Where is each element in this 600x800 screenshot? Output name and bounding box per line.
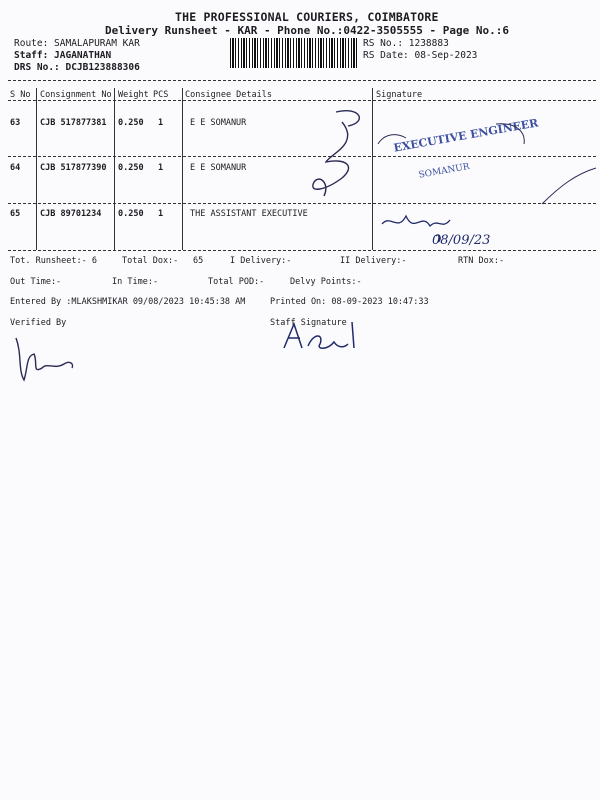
staff-signature-label: Staff Signature — [270, 318, 347, 328]
official-stamp — [376, 104, 546, 186]
col-consignee: Consignee Details — [185, 90, 272, 100]
total-pod: Total POD:- — [208, 277, 265, 287]
pen-stroke-margin — [540, 166, 598, 206]
row-consignee: E E SOMANUR — [190, 163, 247, 173]
printed-on: Printed On: 08-09-2023 10:47:33 — [270, 297, 429, 307]
rs-date: RS Date: 08-Sep-2023 — [363, 50, 478, 61]
row-pcs: 1 — [158, 163, 164, 173]
col-consignment: Consignment No — [40, 90, 112, 100]
row-weight: 0.250 — [118, 118, 144, 128]
header-rule — [8, 100, 596, 101]
handwritten-date: 08/09/23 — [432, 233, 491, 248]
table-bottom-rule — [8, 250, 596, 251]
col-divider — [182, 88, 183, 250]
route-label: Route: SAMALAPURAM KAR — [14, 38, 140, 49]
col-weight: Weight — [118, 90, 149, 100]
row-pcs: 1 — [158, 118, 164, 128]
out-time: Out Time:- — [10, 277, 62, 287]
row-sno: 63 — [10, 118, 21, 128]
ii-delivery: II Delivery:- — [340, 256, 407, 266]
staff-signature — [278, 318, 368, 364]
row-weight: 0.250 — [118, 163, 144, 173]
in-time: In Time:- — [112, 277, 159, 287]
verified-by-label: Verified By — [10, 318, 67, 328]
i-delivery: I Delivery:- — [230, 256, 292, 266]
delvy-points: Delvy Points:- — [290, 277, 362, 287]
col-pcs: PCS — [153, 90, 169, 100]
delivery-signature — [380, 206, 500, 252]
drs-number: DRS No.: DCJB123888306 — [14, 62, 140, 73]
rtn-dox: RTN Dox:- — [458, 256, 505, 266]
col-divider — [36, 88, 37, 250]
entered-by: Entered By :MLAKSHMIKAR 09/08/2023 10:45:38 AM — [10, 297, 246, 307]
verifier-signature — [8, 334, 78, 384]
row-sno: 64 — [10, 163, 21, 173]
row-consignment: CJB 89701234 — [40, 209, 102, 219]
barcode — [230, 38, 358, 68]
stamp-text-1: EXECUTIVE ENGINEER — [392, 116, 540, 155]
col-signature: Signature — [376, 90, 423, 100]
row-consignee: THE ASSISTANT EXECUTIVE — [190, 209, 308, 219]
pen-scribble — [290, 104, 380, 204]
col-sno: S No — [10, 90, 31, 100]
row-consignment: CJB 517877390 — [40, 163, 107, 173]
table-top-rule — [8, 80, 596, 81]
rs-number: RS No.: 1238883 — [363, 38, 449, 49]
row-sno: 65 — [10, 209, 21, 219]
total-dox-value: 65 — [193, 256, 204, 266]
col-divider — [114, 88, 115, 250]
staff-label: Staff: JAGANATHAN — [14, 50, 112, 61]
row-consignee: E E SOMANUR — [190, 118, 247, 128]
row-pcs: 1 — [158, 209, 164, 219]
tot-runsheet: Tot. Runsheet:- 6 — [10, 256, 97, 266]
company-name: THE PROFESSIONAL COURIERS, COIMBATORE — [175, 10, 439, 24]
total-dox-label: Total Dox:- — [122, 256, 179, 266]
runsheet-subtitle: Delivery Runsheet - KAR - Phone No.:0422-3505555 - Page No.:6 — [105, 24, 509, 37]
stamp-text-2: SOMANUR — [418, 161, 471, 181]
row-consignment: CJB 517877381 — [40, 118, 107, 128]
row-weight: 0.250 — [118, 209, 144, 219]
